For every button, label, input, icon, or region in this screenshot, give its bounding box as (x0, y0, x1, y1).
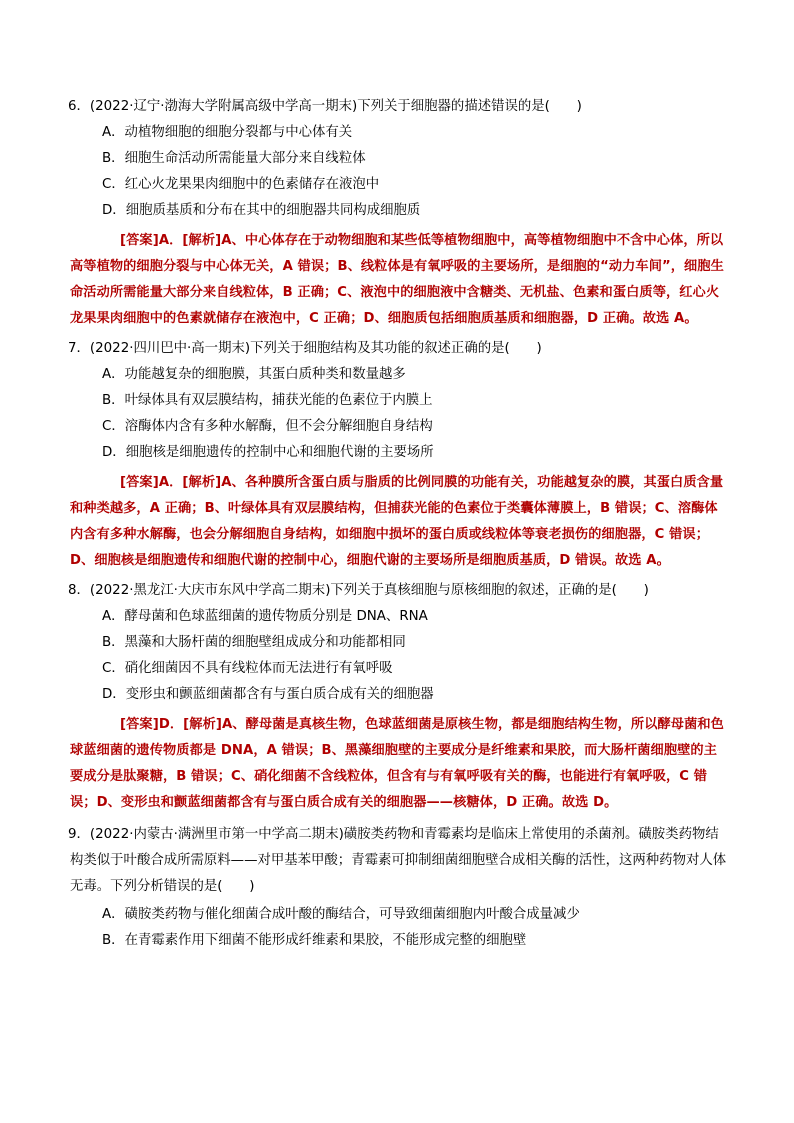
option-a: A．酵母菌和色球蓝细菌的遗传物质分别是 DNA、RNA (102, 609, 428, 624)
option-b: B．叶绿体具有双层膜结构，捕获光能的色素位于内膜上 (102, 393, 433, 408)
question-stem: 6．(2022·辽宁·渤海大学附属高级中学高一期末)下列关于细胞器的描述错误的是( ) (68, 99, 582, 114)
option-c: C．溶酶体内含有多种水解酶，但不会分解细胞自身结构 (102, 419, 433, 434)
option-b: B．黑藻和大肠杆菌的细胞壁组成成分和功能都相同 (102, 635, 406, 650)
option-a: A．动植物细胞的细胞分裂都与中心体有关 (102, 125, 353, 140)
option-d: D．细胞核是细胞遗传的控制中心和细胞代谢的主要场所 (102, 445, 434, 460)
option-b: B．在青霉素作用下细菌不能形成纤维素和果胶，不能形成完整的细胞壁 (102, 933, 527, 948)
question-stem: 8．(2022·黑龙江·大庆市东风中学高二期末)下列关于真核细胞与原核细胞的叙述，正确的是( ) (68, 583, 649, 598)
question-8 (70, 580, 730, 816)
answer-explanation: [答案]D．[解析]A、酵母菌是真核生物，色球蓝细菌是原核生物，都是细胞结构生物，所以酵母菌和色球蓝细菌的遗传物质都是 DNA，A 错误；B、黑藻细胞壁的主要成分是纤维素和果胶，而大肠杆菌细胞壁的主要成分是肽聚糖，B 错误；C、硝化细菌不含线粒体，但含有与有氧呼吸有关的酶，也能进行有氧呼吸，C 错误；D、变形虫和颤蓝细菌都含有与蛋白质合成有关的细胞器——核糖体，D 正确。故选 D。 (70, 717, 724, 810)
option-c: C．红心火龙果果肉细胞中的色素储存在液泡中 (102, 177, 380, 192)
question-stem: 7．(2022·四川巴中·高一期末)下列关于细胞结构及其功能的叙述正确的是( ) (68, 341, 542, 356)
option-d: D．变形虫和颤蓝细菌都含有与蛋白质合成有关的细胞器 (102, 687, 434, 702)
option-d: D．细胞质基质和分布在其中的细胞器共同构成细胞质 (102, 203, 421, 218)
question-stem: 9．(2022·内蒙古·满洲里市第一中学高二期末)磺胺类药物和青霉素均是临床上常使用的杀菌剂。磺胺类药物结构类似于叶酸合成所需原料——对甲基苯甲酸；青霉素可抑制细菌细胞壁合成相关酶的活性，这两种药物对人体无毒。下列分析错误的是( ) (68, 827, 727, 894)
question-list (70, 96, 730, 958)
question-9 (70, 822, 730, 952)
answer-explanation: [答案]A．[解析]A、各种膜所含蛋白质与脂质的比例同膜的功能有关，功能越复杂的膜，其蛋白质含量和种类越多，A 正确；B、叶绿体具有双层膜结构，但捕获光能的色素位于类囊体薄膜上，B 错误；C、溶酶体内含有多种水解酶，也会分解细胞自身结构，如细胞中损坏的蛋白质或线粒体等衰老损伤的细胞器，C 错误；D、细胞核是细胞遗传和细胞代谢的控制中心，细胞代谢的主要场所是细胞质基质，D 错误。故选 A。 (70, 475, 724, 568)
answer-explanation: [答案]A．[解析]A、中心体存在于动物细胞和某些低等植物细胞中，高等植物细胞中不含中心体，所以高等植物的细胞分裂与中心体无关，A 错误；B、线粒体是有氧呼吸的主要场所，是细胞的“动力车间”，细胞生命活动所需能量大部分来自线粒体，B 正确；C、液泡中的细胞液中含糖类、无机盐、色素和蛋白质等，红心火龙果果肉细胞中的色素就储存在液泡中，C 正确；D、细胞质包括细胞质基质和细胞器，D 正确。故选 A。 (70, 233, 724, 326)
option-b: B．细胞生命活动所需能量大部分来自线粒体 (102, 151, 366, 166)
question-7 (70, 338, 730, 574)
option-a: A．功能越复杂的细胞膜，其蛋白质种类和数量越多 (102, 367, 406, 382)
question-6 (70, 96, 730, 332)
option-a: A．磺胺类药物与催化细菌合成叶酸的酶结合，可导致细菌细胞内叶酸合成量减少 (102, 907, 580, 922)
option-c: C．硝化细菌因不具有线粒体而无法进行有氧呼吸 (102, 661, 393, 676)
